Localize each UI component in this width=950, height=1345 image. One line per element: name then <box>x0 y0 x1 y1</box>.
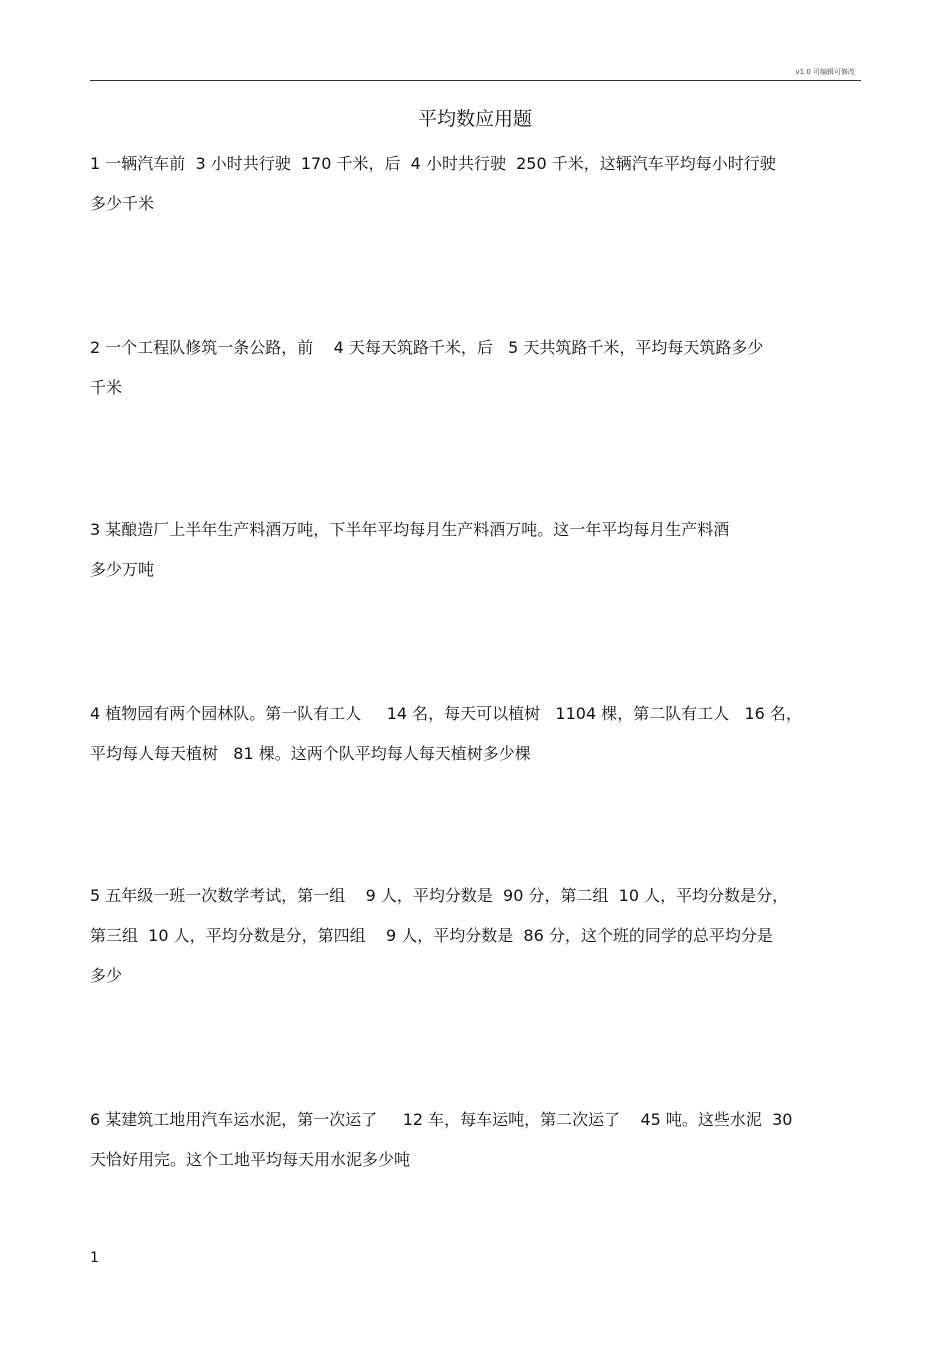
problem-line: 3 某酿造厂上半年生产料酒万吨，下半年平均每月生产料酒万吨。这一年平均每月生产料酒 <box>90 520 730 539</box>
problem-line: 2 一个工程队修筑一条公路，前 4 天每天筑路千米，后 5 天共筑路千米，平均每天筑路多少 <box>90 338 764 357</box>
problem-line: 千米 <box>90 378 123 397</box>
problem-line: 天恰好用完。这个工地平均每天用水泥多少吨 <box>90 1150 411 1169</box>
problem-line: 多少万吨 <box>90 560 155 579</box>
problem-4 <box>90 702 870 782</box>
problem-line: 多少 <box>90 966 123 985</box>
problem-line: 多少千米 <box>90 194 155 213</box>
page-number: 1 <box>90 1250 99 1266</box>
problem-line: 6 某建筑工地用汽车运水泥，第一次运了 12 车，每车运吨，第二次运了 45 吨。这些水泥 30 <box>90 1110 793 1129</box>
problem-3 <box>90 518 870 598</box>
problem-line: 平均每人每天植树 81 棵。这两个队平均每人每天植树多少棵 <box>90 744 531 763</box>
problem-5 <box>90 884 870 1004</box>
problem-line: 4 植物园有两个园林队。第一队有工人 14 名，每天可以植树 1104 棵，第二队有工人 16 名， <box>90 704 802 723</box>
page-title: 平均数应用题 <box>417 108 532 130</box>
header-note: v1.0 可编辑可修改 <box>795 68 855 76</box>
problem-1 <box>90 152 870 232</box>
problem-2 <box>90 336 870 416</box>
problem-line: 1 一辆汽车前 3 小时共行驶 170 千米，后 4 小时共行驶 250 千米，这辆汽车平均每小时行驶 <box>90 154 776 173</box>
header-divider <box>90 80 861 81</box>
problem-line: 5 五年级一班一次数学考试，第一组 9 人，平均分数是 90 分，第二组 10 人，平均分数是分， <box>90 886 789 905</box>
problem-6 <box>90 1108 870 1188</box>
problem-line: 第三组 10 人，平均分数是分，第四组 9 人，平均分数是 86 分，这个班的同学的总平均分是 <box>90 926 773 945</box>
